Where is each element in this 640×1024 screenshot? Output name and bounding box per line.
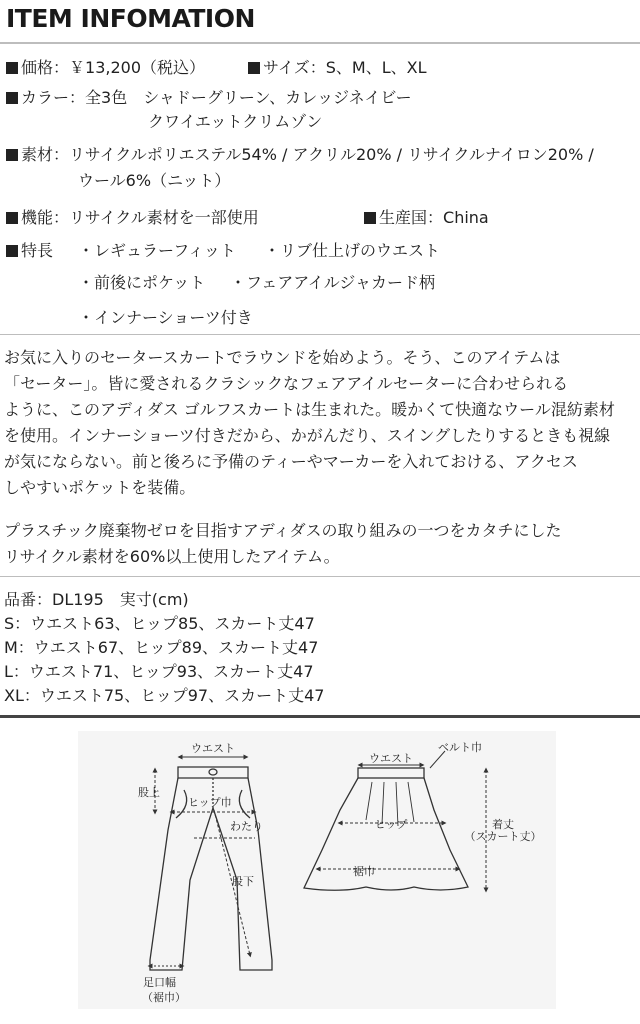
origin-value: China (443, 208, 489, 227)
color-value-line2: クワイエットクリムゾン (148, 112, 323, 131)
pants-waist-label: ウエスト (191, 742, 235, 755)
description-line: が気にならない。前と後ろに予備のティーやマーカーを入れておける、アクセス (4, 452, 578, 471)
description-line: を使用。インナーショーツ付きだから、かがんだり、スイングしたりするときも視線 (4, 426, 611, 445)
size-row: XL：ウエスト75、ヒップ97、スカート丈47 (4, 686, 325, 705)
pants-thigh-label: わたり (230, 820, 263, 833)
skirt-length-sub-label: （スカート丈） (464, 830, 542, 843)
function-label: 機能： (21, 208, 70, 227)
page-title: ITEM INFOMATION (6, 4, 255, 33)
material-label: 素材： (21, 145, 70, 164)
feature-item: ・リブ仕上げのウエスト (264, 241, 441, 260)
pants-rise-label: 股上 (138, 786, 160, 799)
features-label: 特長 (21, 241, 54, 260)
skirt-waist-label: ウエスト (369, 752, 413, 765)
price-label: 価格： (21, 58, 70, 77)
skirt-hip-label: ヒップ (374, 818, 408, 831)
pants-hip-label: ヒップ巾 (188, 796, 232, 809)
origin-label: 生産国： (379, 208, 444, 227)
size-row: L：ウエスト71、ヒップ93、スカート丈47 (4, 662, 314, 681)
description-line: リサイクル素材を60%以上使用したアイテム。 (4, 547, 340, 566)
description-line: お気に入りのセータースカートでラウンドを始めよう。そう、このアイテムは (4, 348, 561, 367)
pants-hem-sub-label: （裾巾） (142, 991, 186, 1004)
skirt-waistband-label: ベルト巾 (438, 741, 482, 754)
size-table-header: 品番：DL195 実寸(cm) (4, 590, 189, 609)
material-value-line2: ウール6%（ニット） (78, 171, 231, 190)
price-value: ￥13,200（税込） (69, 58, 206, 77)
function-value: リサイクル素材を一部使用 (69, 208, 259, 227)
feature-item: ・インナーショーツ付き (78, 308, 253, 327)
color-value-line1: 全3色 シャドーグリーン、カレッジネイビー (85, 88, 412, 107)
description-line: ように、このアディダス ゴルフスカートは生まれた。暖かくて快適なウール混紡素材 (4, 400, 615, 419)
description-line: しやすいポケットを装備。 (4, 478, 196, 497)
size-label: サイズ： (263, 58, 326, 77)
size-value: S、M、L、XL (325, 58, 427, 77)
size-row: S：ウエスト63、ヒップ85、スカート丈47 (4, 614, 315, 633)
pants-inseam-label: 股下 (232, 875, 254, 888)
color-label: カラー： (21, 88, 86, 107)
material-value-line1: リサイクルポリエステル54% / アクリル20% / リサイクルナイロン20% / (69, 145, 594, 164)
skirt-length-label: 着丈 (492, 818, 514, 831)
skirt-hem-label: 裾巾 (353, 865, 375, 878)
pants-hem-label: 足口幅 (143, 976, 176, 989)
feature-item: ・レギュラーフィット (78, 241, 236, 260)
description-line: 「セーター」。皆に愛されるクラシックなフェアアイルセーターに合わせられる (4, 374, 569, 393)
feature-item: ・フェアアイルジャカード柄 (230, 273, 436, 292)
size-row: M：ウエスト67、ヒップ89、スカート丈47 (4, 638, 319, 657)
description-line: プラスチック廃棄物ゼロを目指すアディダスの取り組みの一つをカタチにした (4, 521, 562, 540)
feature-item: ・前後にポケット (78, 273, 206, 292)
